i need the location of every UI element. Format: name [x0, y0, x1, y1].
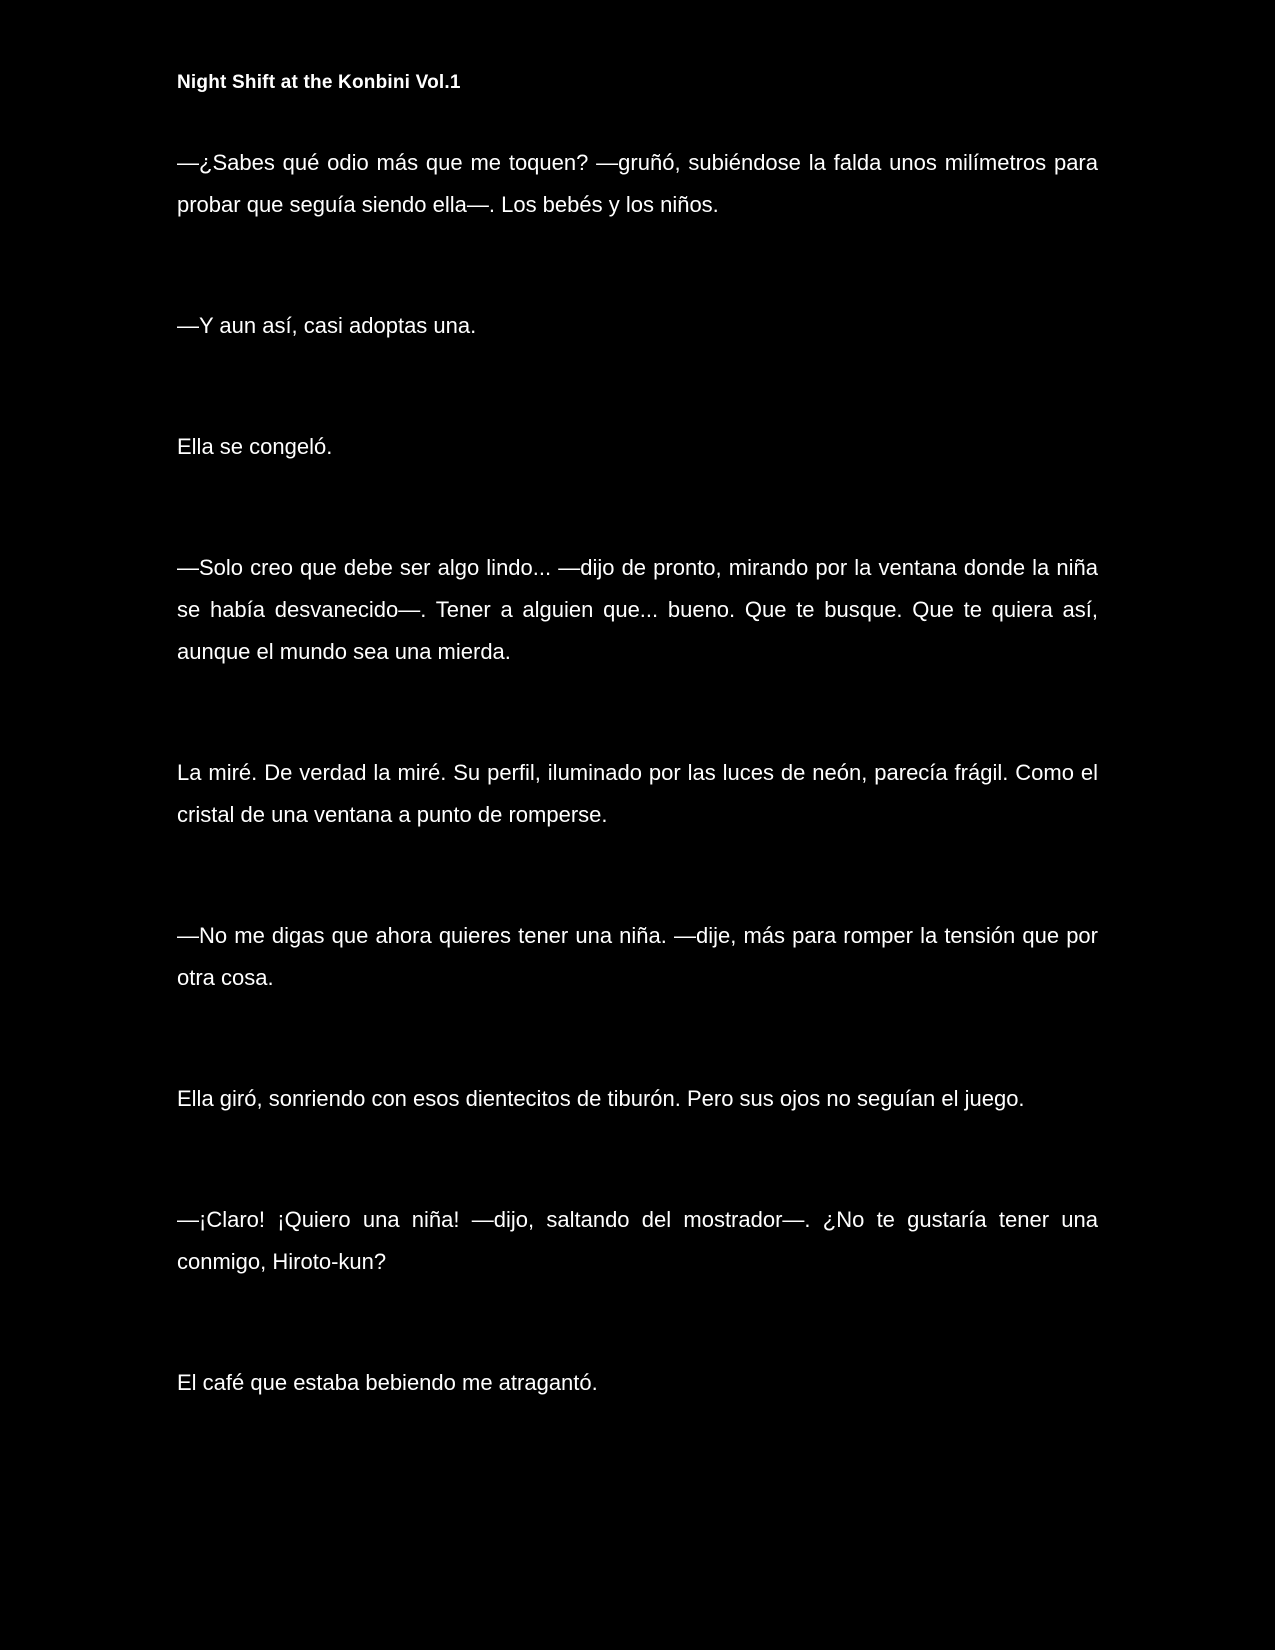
paragraph: —Y aun así, casi adoptas una. [177, 313, 477, 338]
paragraph: La miré. De verdad la miré. Su perfil, iluminado por las luces de neón, parecía frágil. Como el cristal de una ventana a punto de romperse. [177, 760, 1098, 827]
paragraph: —No me digas que ahora quieres tener una niña. —dije, más para romper la tensión que por otra cosa. [177, 923, 1098, 990]
paragraph: Ella se congeló. [177, 434, 333, 459]
paragraph: —¿Sabes qué odio más que me toquen? —gruñó, subiéndose la falda unos milímetros para probar que seguía siendo ella—. Los bebés y los niños. [177, 150, 1098, 217]
paragraph: —¡Claro! ¡Quiero una niña! —dijo, saltando del mostrador—. ¿No te gustaría tener una conmigo, Hiroto-kun? [177, 1207, 1098, 1274]
paragraph: —Solo creo que debe ser algo lindo... —dijo de pronto, mirando por la ventana donde la niña se había desvanecido—. Tener a alguien que... bueno. Que te busque. Que te quiera así, aunque el mundo sea una mierda. [177, 555, 1098, 664]
paragraph: Ella giró, sonriendo con esos dientecitos de tiburón. Pero sus ojos no seguían el juego. [177, 1086, 1025, 1111]
running-header: Night Shift at the Konbini Vol.1 [177, 72, 461, 93]
paragraph: El café que estaba bebiendo me atragantó. [177, 1370, 598, 1395]
document-body [177, 142, 1098, 1483]
